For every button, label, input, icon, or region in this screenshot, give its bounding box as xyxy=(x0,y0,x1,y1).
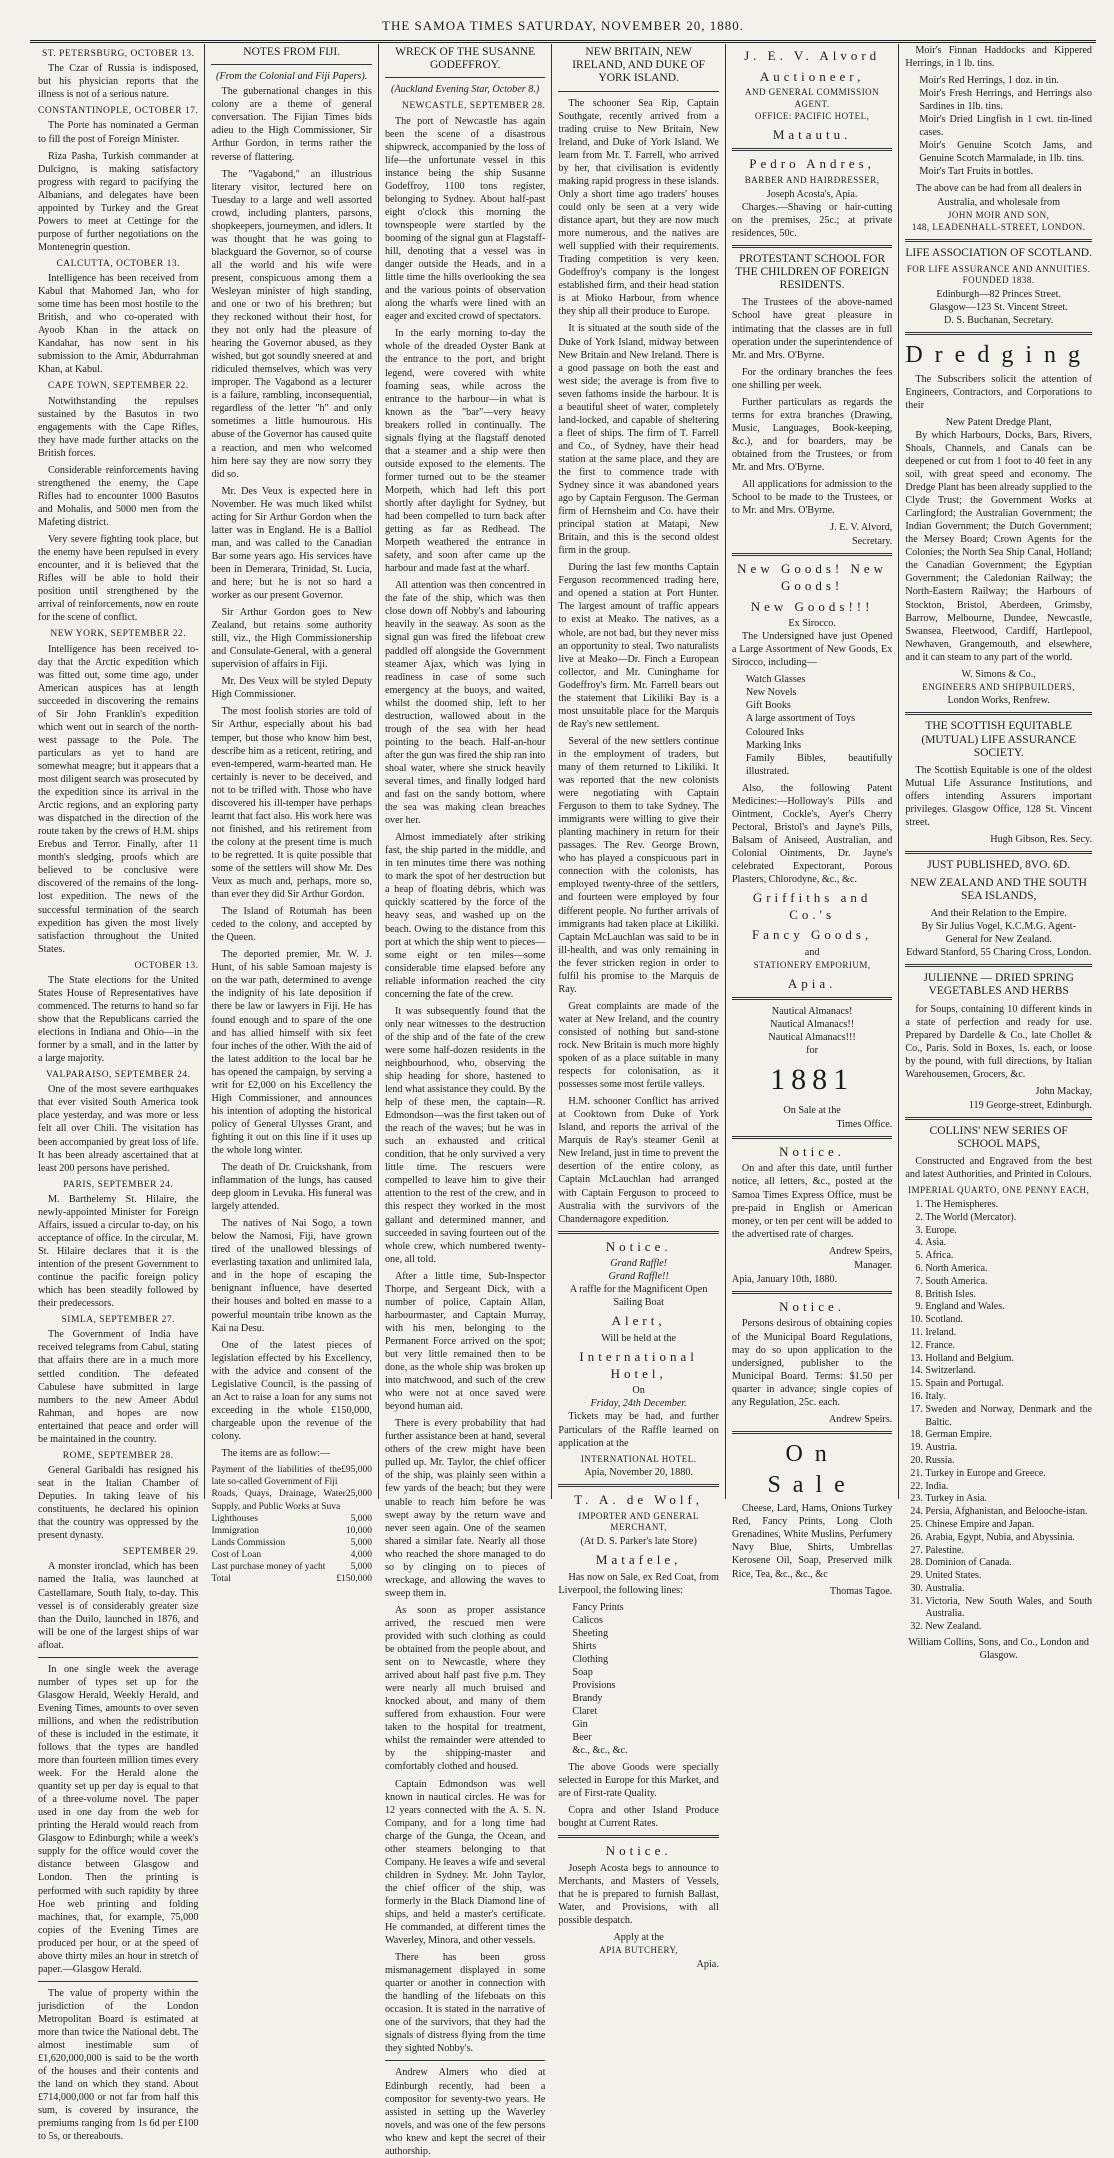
dateline: CALCUTTA, OCTOBER 13. xyxy=(56,258,181,269)
loan-item: Roads, Quays, Drainage, Water Supply, and Public Works at Suva xyxy=(211,1489,346,1512)
matautu: Matautu. xyxy=(772,126,852,142)
column-3-wreck xyxy=(379,44,552,2157)
paragraph: Also, the following Patent Medicines:—Holloway's Pills and Ointment, Cockle's, Ayer's Cherry Pectoral, Bristol's and Jayne's Pills, Balsam of Aniseed, Australian, and Colonial Ointments, Dr. Jayne's celebrated Expectorant, Porous Plasters, Chlorodyne, &c., &c. xyxy=(731,782,893,886)
goods-item: Calicos xyxy=(572,1614,603,1626)
loan-amount: 10,000 xyxy=(345,1525,372,1536)
acosta-apia: Apia. xyxy=(696,1958,719,1970)
paragraph: Several of the new settlers continue in the employment of traders, but many of them returned to Likiliki. It was reported that the new colonists were negotiating with Captain Ferguson to them to take Sydney. The immigrants were willing to give their planting machinery in return for their passages. The Rev. George Brown, who has played a conspicuous part in connection with the colonists, has employed twenty-three of the settlers, and fourteen were employed by four different people. No further arrivals of immigrants had taken place at Likiliki. Captain McLauchlan was said to be in ill-health, and was only remaining in the fever stricken region in order to fulfil his promise to the Marquis de Ray. xyxy=(558,735,719,995)
paragraph: The Trustees of the above-named School have great pleasure in intimating that the classes are in full operation under the superintendence of Mr. and Mrs. O'Byrne. xyxy=(731,297,893,361)
paragraph: Considerable reinforcements having strengthened the enemy, the Cape Rifles had to encounter 1000 Basutos and Mohalis, and 5000 men from the Mafeting district. xyxy=(38,464,199,529)
julienne-signature: John Mackay, xyxy=(1035,1085,1092,1097)
paragraph: All attention was then concentred in the fate of the ship, which was then close down off Nobby's and labouring heavily in the seaway. As soon as the signal gun was fired the lifeboat crew paddled off alongside the Government steamer Ajax, which was lying in readiness in case of some such emergency at the buoys, and waited, whilst the doomed ship, left to her destruction, wallowed about in the trough of the sea with her head pointing to the beach. Half-an-hour after the gun was fired the ship ran into shoal water, where she struck heavily several times, and finally lodged hard and fast on the sandy bottom, where the sea was making clean breaches over her. xyxy=(384,580,546,827)
divider xyxy=(905,712,1092,715)
simons-role: ENGINEERS AND SHIPBUILDERS, xyxy=(922,681,1076,692)
scottish-heading: THE SCOTTISH EQUITABLE (MUTUAL) LIFE ASSURANCE SOCIETY. xyxy=(921,720,1076,759)
paragraph: Joseph Acosta begs to announce to Merchants, and Masters of Vessels, that he is prepared to furnish Ballast, Water, and Provisions, with all possible despatch. xyxy=(558,1863,719,1927)
paragraph: The Undersigned have just Opened a Large Assortment of New Goods, Ex Sirocco, including— xyxy=(731,631,893,669)
loan-amount: 5,000 xyxy=(350,1513,372,1524)
goods-item: Sheeting xyxy=(572,1627,609,1639)
paragraph: for Soups, containing 10 different kinds in a state of perfection and ready for use. Prepared by Dardelle & Co., late Chollet & Co., Paris. Sold in Boxes, 1s. each, or loose by the pound, with full directions, by Italian Warehousemen, Grocers, &c. xyxy=(905,1003,1092,1080)
loan-amount: 4,000 xyxy=(350,1550,372,1561)
divider xyxy=(558,91,718,92)
column-2-notes-from-fiji xyxy=(205,44,378,1585)
raffle-heading: Grand Raffle! xyxy=(610,1258,668,1270)
paragraph: Almost immediately after striking fast, the ship parted in the middle, and in ten minutes time there was nothing to mark the spot of her destruction but a heap of floating débris, which was quickly scattered by the force of the heavy seas, and washed up on the beach. Owing to the distance from this port at which the ship went to pieces—some eight or ten miles—some considerable time elapsed before any reliable information reached the city concerning the fate of the crew. xyxy=(384,832,546,1000)
dewolf-name: T. A. de Wolf, xyxy=(574,1492,704,1508)
goods-item: Provisions xyxy=(572,1679,616,1691)
dateline: PARIS, SEPTEMBER 24. xyxy=(63,1179,174,1190)
apia: Apia. xyxy=(787,975,837,991)
loan-row xyxy=(211,1537,371,1549)
paragraph: In the early morning to-day the whole of the dreaded Oyster Bank at the entrance to the port, and bright legend, were covered with white foaming seas, while across the entrance to the harbour—in what is known as the "bar"—very heavy breakers rolled in continually. The signals flying at the flagstaff denoted that a steamer and a ship were then outside exposed to the elements. The former turned out to be the steamer Morpeth, which had left this port shortly after daylight for Sydney, but had been compelled to turn back after getting as far as Redhead. The Morpeth weathered the entrance in safety, and soon after came up the harbour and made fast at the wharf. xyxy=(384,328,546,575)
map-item: 4. Asia. xyxy=(925,1237,1092,1250)
paragraph: Persons desirous of obtaining copies of the Municipal Board Regulations, may do so upon application to the undersigned, publisher to the Municipal Board. Terms: $1.50 per quarter in advance; single copies of any Regulation, 25c. each. xyxy=(731,1318,893,1408)
julienne-heading: JULIENNE — DRIED SPRING VEGETABLES AND HERBS xyxy=(923,972,1074,998)
scottish-signature: Hugh Gibson, Res. Secy. xyxy=(990,834,1092,846)
nz-sub: And their Relation to the Empire. xyxy=(930,907,1067,919)
raffle-venue-small: INTERNATIONAL HOTEL. xyxy=(580,1453,697,1464)
loan-amount: 25,000 xyxy=(345,1489,372,1500)
loan-total-label: Total xyxy=(211,1574,231,1585)
moir-item: Moir's Dried Lingfish in 1 cwt. tin-lined cases. xyxy=(919,114,1092,139)
paragraph: The port of Newcastle has again been the scene of a disastrous shipwreck, accompanied by the loss of life—the unfortunate vessel in this instance being the ship Susanne Godeffroy, 1100 tons register, belonging to Sydney. About half-past eight o'clock this morning the townspeople were startled by the booming of the signal gun at Flagstaff-hill, denoting that a vessel was in danger outside the Heads, and in a little time the hills overlooking the sea and the various points of observation along the wharfs were lined with an eager and excited crowd of spectators. xyxy=(384,115,546,323)
map-item: 2. The World (Mercator). xyxy=(925,1212,1092,1225)
notice-heading: Notice. xyxy=(779,1143,846,1159)
paragraph: Intelligence has been received to-day that the Arctic expedition which was fitted out, some time ago, under American auspices has at length succeeded in discovering the remains of Sir John Franklin's expedition which went out in search of the north-west passage to the Pole. The particulars as yet to hand are somewhat meagre; but it appears that a most diligent search was prosecuted by the expedition since its arrival in the Arctic regions, and an exploring party was dispatched in the direction of the route taken by the crews of H.M. ships Erebus and Terror. Finally, after 11 month's sledging, proofs which are believed to be conclusive were discovered of the remains of the long-lost expedition. The news of the successful termination of the search expedition has given the most lively satisfaction throughout the United States. xyxy=(38,643,199,955)
nautical-almanacs: Nautical Almanacs! xyxy=(771,1006,853,1018)
loan-row xyxy=(211,1549,371,1561)
map-item: 9. England and Wales. xyxy=(925,1301,1092,1314)
divider xyxy=(385,77,545,78)
column-5-ads xyxy=(726,44,899,1597)
loan-item: Payment of the liabilities of the late so-called Government of Fiji xyxy=(211,1465,342,1488)
nautical-almanacs: Nautical Almanacs!! xyxy=(770,1019,855,1031)
paragraph: M. Barthelemy St. Hilaire, the newly-appointed Minister for Foreign Affairs, issued a circular to-day, on his acceptance of office. In the circular, M. St. Hilaire declares that it is the intention of the present Government to continue the pacific foreign policy which has been steadily followed by their predecessors. xyxy=(38,1193,199,1310)
times-office: Times Office. xyxy=(836,1118,893,1130)
paragraph: Moir's Finnan Haddocks and Kippered Herrings, in 1 lb. tins. xyxy=(905,45,1092,70)
goods-item: Shirts xyxy=(572,1640,597,1652)
map-item: 7. South America. xyxy=(925,1276,1092,1289)
raffle-heading: Grand Raffle!! xyxy=(608,1271,669,1283)
column-1-telegrams xyxy=(32,44,205,2143)
loan-row xyxy=(211,1513,371,1525)
divider xyxy=(905,851,1092,854)
paragraph: Captain Edmondson was well known in nautical circles. He was for 12 years connected with the A. S. N. Company, and for a long time had charge of the Gunga, the Ocean, and other steamers belonging to that Company. He leaves a wife and several children in Sydney. Mr. John Taylor, the chief officer of the ship, was formerly in the Black Diamond line of ships, and held a master's certificate. He commanded, at different times the Waverley, Minora, and other vessels. xyxy=(384,1778,546,1947)
dredge-plant: New Patent Dredge Plant, xyxy=(945,416,1052,428)
paragraph: In one single week the average number of types set up for the Glasgow Herald, Weekly Herald, and Evening Times, amounts to over seven millions, and when the redistribution of these is included in the estimate, it follows that the types are handled more than fourteen million times every week. For the Herald alone the quantity set up per day is equal to that of a three-volume novel. The paper used in one day from the web for printing the Herald would reach from Glasgow to Edinburgh; while a week's supply for the office would cover the distance between Glasgow and London. Then the printing is performed with such rapidity by three Hoe web printing and folding machines, that, for example, 75,000 copies of the Evening Times are produced per hour, or at the speed of above thirty miles an hour in stretch of paper.—Glasgow Herald. xyxy=(38,1663,199,1975)
map-item: 11. Ireland. xyxy=(925,1327,1092,1340)
moir-item: Moir's Red Herrings, 1 doz. in tin. xyxy=(919,75,1059,87)
simons-name: W. Simons & Co., xyxy=(961,668,1036,680)
office-line: OFFICE: PACIFIC HOTEL, xyxy=(754,111,870,122)
for-word: for xyxy=(806,1045,819,1057)
paragraph: One of the latest pieces of legislation effected by his Excellency, with the advice and consent of the Legislative Council, is the passing of an Act to raise a loan for any sums not exceeding in the whole £150,000, chargeable upon the revenue of the colony. xyxy=(211,1339,372,1442)
new-goods-item: Marking Inks xyxy=(745,739,802,751)
map-item: 19. Austria. xyxy=(925,1442,1092,1455)
school-heading: PROTESTANT SCHOOL FOR THE CHILDREN OF FOREIGN RESIDENTS. xyxy=(735,252,889,292)
dateline: CONSTANTINOPLE, OCTOBER 17. xyxy=(38,106,199,117)
dateline: NEW YORK, SEPTEMBER 22. xyxy=(50,629,187,640)
paragraph: Mr. Des Veux will be styled Deputy High Commissioner. xyxy=(211,676,372,701)
divider xyxy=(905,332,1092,335)
moir-item: Moir's Fresh Herrings, and Herrings also Sardines in 1lb. tins. xyxy=(919,88,1092,113)
loan-item: Immigration xyxy=(211,1525,259,1536)
raffle-text: A raffle for the Magnificent Open Sailing Boat xyxy=(569,1284,708,1309)
moir-address: 148, LEADENHALL-STREET, LONDON. xyxy=(911,222,1086,233)
raffle-text: Will be held at the xyxy=(601,1333,677,1345)
goods-item: &c., &c., &c. xyxy=(572,1745,628,1757)
paragraph: A monster ironclad, which has been named the Italia, was launched at Castellamare, South Italy, to-day. This vessel is of considerably greater size than the Duilo, launched in 1876, and will be one of the largest ships of war afloat. xyxy=(38,1561,199,1651)
dateline: SEPTEMBER 29. xyxy=(122,1547,199,1558)
map-item: 31. Victoria, New South Wales, and South Australia. xyxy=(925,1596,1092,1622)
goods-item: Gin xyxy=(572,1719,588,1731)
paragraph: Notwithstanding the repulses sustained by the Basutos in two engagements with the Cape Rifles, they have made further attacks on the British forces. xyxy=(38,395,199,459)
on-sale-signature: Thomas Tagoe. xyxy=(829,1585,893,1597)
paragraph: The Porte has nominated a German to fill the post of Foreign Minister. xyxy=(38,120,199,145)
nz-heading: NEW ZEALAND AND THE SOUTH SEA ISLANDS, xyxy=(910,876,1087,902)
loan-row xyxy=(211,1525,371,1537)
paragraph: It is situated at the south side of the Duke of York Island, midway between New Britain and New Ireland. There is a good passage on both the east and west side; the average is from five to seven fathoms inside the harbour. It is a beautiful sheet of water, completely land-locked, and capable of sheltering a fleet of ships. The firm of T. Farrell and Co., of Sydney, have their head station at the same place, and they are the first to commence trade with Sydney since it was abandoned years ago by Captain Ferguson. The German firm of Hernsheim and Co. have their principal station at Matapi, New Britain, and this is the second oldest firm in the group. xyxy=(558,323,719,557)
dateline: SIMLA, SEPTEMBER 27. xyxy=(61,1315,175,1326)
map-item: 21. Turkey in Europe and Greece. xyxy=(925,1468,1092,1481)
paragraph: Further particulars as regards the terms for extra branches (Drawing, Music, Languages, Book-keeping, &c.), and for boarders, may be obtained from the Trustees, or from Mr. and Mrs. O'Byrne. xyxy=(731,396,893,473)
divider xyxy=(732,148,892,151)
paragraph: Sir Arthur Gordon goes to New Zealand, but retains some authority still, viz., the High Commissionership and Consulate-General, with a general supervision of affairs in Fiji. xyxy=(211,607,372,671)
goods-item: Clothing xyxy=(572,1653,609,1665)
raffle-venue: International Hotel, xyxy=(579,1349,698,1381)
dateline: ST. PETERSBURG, OCTOBER 13. xyxy=(41,49,195,59)
paragraph: Has now on Sale, ex Red Coat, from Liverpool, the following lines: xyxy=(558,1571,719,1596)
map-item: 8. British Isles. xyxy=(925,1289,1092,1302)
paragraph: Riza Pasha, Turkish commander at Dulcigno, is making satisfactory progress with regard to pacifying the Albanians, and delegates have been appointed by Turkey and the Great Powers to meet at Cettinge for the purpose of further negotiations on the Montenegrin question. xyxy=(38,150,199,253)
and-word: and xyxy=(804,946,820,958)
paragraph: Charges.—Shaving or hair-cutting on the premises, 25c.; at private residences, 50c. xyxy=(731,201,893,239)
loan-item: Lighthouses xyxy=(211,1513,258,1524)
paragraph: Great complaints are made of the water at New Ireland, and the country consisted of nothing but sand-stone rock. New Britain is much more highly spoken of as a place suitable in many respects for colonisation, as it possesses some most fertile valleys. xyxy=(558,1000,719,1091)
divider xyxy=(558,1484,718,1487)
map-item: 27. Palestine. xyxy=(925,1545,1092,1558)
loan-amount: 5,000 xyxy=(350,1562,372,1573)
paragraph: On and after this date, until further notice, all letters, &c., posted at the Samoa Times Express Office, must be pre-paid in English or American money, or ten per cent will be added to the advertised rate of charges. xyxy=(731,1163,893,1240)
paragraph: After a little time, Sub-Inspector Thorpe, and Sergeant Dick, with a number of police, Captain Allan, harbourmaster, and Captain Murray, with his men, belonging to the Permanent Force arrived on the spot; but very little remained then to be done, as the whole ship was broken up into matchwood, and such of the crew who were not at once saved were beyond human aid. xyxy=(384,1270,546,1413)
new-goods-item: Family Bibles, beautifully illustrated. xyxy=(745,752,893,777)
life-signature: D. S. Buchanan, Secretary. xyxy=(943,314,1054,326)
dewolf-late: (At D. S. Parker's late Store) xyxy=(580,1535,697,1547)
dateline: NEWCASTLE, SEPTEMBER 28. xyxy=(401,101,546,112)
goods-item: Fancy Prints xyxy=(572,1601,624,1613)
divider xyxy=(558,1231,718,1234)
moir-item: Moir's Genuine Scotch Jams, and Genuine Scotch Marmalade, in 1lb. tins. xyxy=(919,140,1092,165)
paragraph: Cheese, Lard, Hams, Onions Turkey Red, Fancy Prints, Long Cloth Grenadines, White Muslins, Perfumery Navy Blue, Shirts, Umbrellas Kerosene Oil, Soap, Preserved milk Rice, Tea, &c., &c., &c xyxy=(731,1503,893,1580)
paragraph: The Czar of Russia is indisposed, but his physician reports that the illness is not of a serious nature. xyxy=(38,63,199,101)
map-item: 18. German Empire. xyxy=(925,1429,1092,1442)
nz-author: By Sir Julius Vogel, K.C.M.G. Agent-General for New Zealand. xyxy=(921,920,1077,946)
columns xyxy=(32,44,1098,2157)
new-goods-item: A large assortment of Toys xyxy=(745,713,856,725)
paragraph: The Government of India have received telegrams from Cabul, stating that affairs there are in a much more settled condition. The defeated Cabulese have submitted in large numbers to the new Ameer Abdul Rahman, and hopes are now entertained that peace and order will be maintained in the country. xyxy=(38,1329,199,1445)
pedro-name: Pedro Andres, xyxy=(749,156,875,172)
notice-date: Apia, January 10th, 1880. xyxy=(731,1273,838,1285)
map-item: 22. India. xyxy=(925,1481,1092,1494)
divider xyxy=(558,1835,718,1838)
goods-item: Claret xyxy=(572,1705,598,1717)
article-title: NOTES FROM FIJI. xyxy=(243,46,341,58)
column-6-ads xyxy=(899,44,1098,1662)
map-item: 25. Chinese Empire and Japan. xyxy=(925,1519,1092,1532)
sirocco: Ex Sirocco. xyxy=(788,618,836,630)
agent-title: AND GENERAL COMMISSION AGENT. xyxy=(745,87,880,109)
acosta-place: APIA BUTCHERY, xyxy=(599,1945,679,1956)
paragraph: General Garibaldi has resigned his seat in the Italian Chamber of Deputies. In taking leave of his constituents, he declared his opinion that the country was oppressed by the present dynasty. xyxy=(38,1464,199,1542)
map-item: 26. Arabia, Egypt, Nubia, and Abyssinia. xyxy=(925,1532,1092,1545)
loan-item: Lands Commission xyxy=(211,1537,286,1548)
column-4-new-britain xyxy=(552,44,725,1970)
moir-name: JOHN MOIR AND SON, xyxy=(947,209,1050,220)
paragraph: The State elections for the United States House of Representatives have commenced. The returns to hand so far show that the Republicans carried the elections in Indiana and Ohio—in the former by a small, and in the latter by a large majority. xyxy=(38,974,199,1065)
new-goods-heading: New Goods!!! xyxy=(750,598,874,614)
paragraph: The gubernational changes in this colony are a theme of general conversation. The Fijian Times bids adieu to the High Commissioner, Sir Arthur Gordon, in terms rather the reverse of flattering. xyxy=(211,86,372,163)
barber-title: BARBER AND HAIRDRESSER, xyxy=(744,175,880,186)
collins-heading: COLLINS' NEW SERIES OF SCHOOL MAPS, xyxy=(929,1124,1068,1151)
notice-heading: Notice. xyxy=(605,1238,672,1254)
paragraph: The Island of Rotumah has been ceded to the colony, and accepted by the Queen. xyxy=(211,906,372,944)
paragraph: Very severe fighting took place, but the enemy have been repulsed in every encounter, and it is believed that the Rifles will be able to hold their position until strengthened by the arrival of reinforcements, now en route for the scene of conflict. xyxy=(38,534,199,624)
on-sale-heading: On Sale xyxy=(767,1440,857,1498)
on-sale-at: On Sale at the xyxy=(783,1104,841,1116)
map-item: 10. Scotland. xyxy=(925,1314,1092,1327)
dateline: ROME, SEPTEMBER 28. xyxy=(62,1450,174,1461)
paragraph: The Subscribers solicit the attention of Engineers, Contractors, and Corporations to their xyxy=(905,373,1092,411)
goods-item: Beer xyxy=(572,1732,592,1744)
stationery: STATIONERY EMPORIUM, xyxy=(753,959,871,970)
boat-name: Alert, xyxy=(611,1313,666,1329)
paragraph: For the ordinary branches the fees one shilling per week. xyxy=(731,366,893,391)
divider xyxy=(211,64,371,65)
divider xyxy=(905,239,1092,242)
divider xyxy=(732,1431,892,1434)
paragraph: One of the most severe earthquakes that ever visited South America took place yesterday, and was more or less felt all over Chili. The visitation has been accompanied by great loss of life. It has been already ascertained that at least 200 persons have perished. xyxy=(38,1084,199,1174)
loan-row xyxy=(211,1488,371,1512)
notice-signature: Andrew Speirs, xyxy=(828,1245,893,1257)
map-item: 15. Spain and Portugal. xyxy=(925,1378,1092,1391)
paragraph: All applications for admission to the School to be made to the Trustees, or to Mr. and Mrs. O'Byrne. xyxy=(731,479,893,517)
divider xyxy=(385,2060,545,2061)
paragraph: The "Vagabond," an illustrious literary visitor, lectured here on Tuesday to a large and well assorted crowd, including planters, parsons, shopkeepers, journeymen, and idlers. It was thought that he was going to blackguard the Governor, so of course all the world and his wife were present, conspicuous among them a Wesleyan minister of high standing, and one or two of his brethren; but they reckoned without their host, for they not only had the pleasure of hearing the Governor abused, as they wished, but got soundly sneered at and ridiculed themselves, which was very improper. The Vagabond as a lecturer is a failure, rambling, inconsequential, regardless of the letter "h" and only sometimes a little humourous. His abuse of the Governor has caused quite a reaction, and men who welcomed him here say they are now sorry they did so. xyxy=(211,168,372,480)
paragraph: Mr. Des Veux is expected here in November. He was much liked whilst acting for Sir Arthur Gordon when the latter was in England. He is a Balliol man, and was called to the Canadian Bar some years ago. His services have been in Demerara, Trinidad, St. Lucia, and here; but he is not so hard a worker as our present Governor. xyxy=(211,485,372,602)
article-title: WRECK OF THE SUSANNE GODEFFROY. xyxy=(395,46,536,72)
paragraph: Tickets may be had, and further Particulars of the Raffle learned on application at the xyxy=(558,1411,719,1449)
dateline: VALPARAISO, SEPTEMBER 24. xyxy=(45,1070,191,1081)
alvord-name: J. E. V. Alvord xyxy=(744,48,881,63)
school-signature: J. E. V. Alvord, xyxy=(830,522,893,534)
life-heading: LIFE ASSOCIATION OF SCOTLAND. xyxy=(905,246,1092,259)
new-goods-list xyxy=(746,673,892,777)
paragraph: By which Harbours, Docks, Bars, Rivers, Shoals, Channels, and Canals can be deepened or cut from 1 foot to 40 feet in any soil, with great speed and economy. The Dredge Plant has been already supplied to the Clyde Trust; the Government Works at Carlingford; the Australian Government; the Indian Government; the Dutch Government; the Mersey Board; Crown Agents for the Colonies; the North Sea Ship Canal, Holland; the Canadian Government; the Egyptian Government; the Caledonian Railway; the North-Eastern Railway; the Harbours of Stockton, Bristol, Aberdeen, Grimsby, Barrow, Melbourne, Dundee, Newcastle, Swansea, Fleetwood, Cardiff, Hartlepool, Newhaven, Grangemouth, and elsewhere, and it can steam to any part of the world. xyxy=(905,429,1092,663)
loan-total-row xyxy=(211,1573,371,1585)
map-item: 28. Dominion of Canada. xyxy=(925,1557,1092,1570)
paragraph: There has been gross mismanagement displayed in some quarter or another in connection with the handling of the lifeboats on this occasion. It is stated in the narrative of one of the survivors, that they had the signals of distress flying from the time they sighted Nobby's. xyxy=(384,1952,546,2055)
map-item: 17. Sweden and Norway, Denmark and the Baltic. xyxy=(925,1404,1092,1430)
loan-row xyxy=(211,1464,371,1488)
collins-signature: William Collins, Sons, and Co., London and Glasgow. xyxy=(908,1637,1090,1662)
school-signature-title: Secretary. xyxy=(851,536,893,548)
map-item: 32. New Zealand. xyxy=(925,1621,1092,1634)
paragraph: The above Goods were specially selected in Europe for this Market, and are of First-rate Quality. xyxy=(558,1762,719,1800)
notice-signature: Andrew Speirs. xyxy=(828,1413,893,1425)
paragraph: The deported premier, Mr. W. J. Hunt, of his sable Samoan majesty is on the war path, determined to avenge the indignity of his late deposition if there be law or lawyers in Fiji. He has found enough and to spare of the one and has allied himself with six feet four inches of the other. With the aid of the latest addition to the local bar he has opened the campaign, by serving a writ for £2,000 on his Excellency the High Commissioner, and announces his intention of adopting the historical policy of General Ulysses Grant, and fighting it out on this line if it uses up the whole long winter. xyxy=(211,949,372,1156)
simons-address: London Works, Renfrew. xyxy=(947,695,1050,707)
raffle-date: Friday, 24th December. xyxy=(590,1398,687,1410)
paragraph: The Scottish Equitable is one of the oldest Mutual Life Assurance Institutions, and offers intending Assurers important privileges. Glasgow Office, 128 St. Vincent street. xyxy=(905,765,1092,829)
loan-item: Last purchase money of yacht xyxy=(211,1562,326,1573)
paragraph: The schooner Sea Rip, Captain Southgate, recently arrived from a trading cruise to New Britain, New Ireland, and Duke of York Island. We learn from Mr. T. Farrell, who arrived by her, that civilisation is evidently making rapid progress in these islands. Only a short time ago traders' houses could only be seen at a very wide distance apart, but they are now much more numerous, and the natives are well supplied with their requirements. Trading competition is very keen. Godeffroy's company is the longest established firm, and their head station is at Mioko Harbour, from whence they ship all their produce to Europe. xyxy=(558,97,719,318)
notice-heading: Notice. xyxy=(779,1298,846,1314)
paragraph: Copra and other Island Produce bought at Current Rates. xyxy=(558,1805,719,1830)
auctioneer-title: Auctioneer, xyxy=(759,68,865,84)
dredging-heading: Dredging xyxy=(905,341,1092,368)
divider xyxy=(905,964,1092,967)
moir-item: Moir's Tart Fruits in bottles. xyxy=(919,166,1034,178)
paragraph: During the last few months Captain Ferguson recommenced trading here, and opened a station at Port Hunter. The largest amount of traffic appears to exist at Meako. The natives, as a whole, are not bad, but they never miss an opportunity to steal. Two naturalists live at Meako—Dr. Finch a European collector, and Mr. Cuninghame for Godeffroy's firm. Mr. Farrell bears out the statement that Likiliki Bay is a most unsuitable place for the Marquis de Ray's new settlement. xyxy=(558,562,719,730)
new-goods-item: Coloured Inks xyxy=(745,726,804,738)
goods-item: Brandy xyxy=(572,1692,603,1704)
divider xyxy=(38,1657,198,1658)
loan-total: £150,000 xyxy=(336,1574,372,1585)
paragraph: Intelligence has been received from Kabul that Mahomed Jan, who for some time has been most hostile to the British, and who co-operated with Ayoob Khan in the attack on Kandahar, has now sent in his submission to the Amir, Abdurrahman Khan, at Kabul. xyxy=(38,273,199,376)
year-1881: 1881 xyxy=(770,1063,855,1097)
notice-signature-title: Manager. xyxy=(854,1259,893,1271)
map-item: 20. Russia. xyxy=(925,1455,1092,1468)
raffle-text: On xyxy=(632,1385,645,1397)
paragraph: The natives of Nai Sogo, a town below the Namosi, Fiji, have grown tired of the unallowed blessings of everlasting taxation and unlimited lala, and in the hope of escaping the benignant influence, have deserted their houses and bolted en masse to a powerful mountain tribe known as the Kai na Desu. xyxy=(211,1218,372,1334)
new-goods-item: New Novels xyxy=(745,687,797,699)
map-item: 1. The Hemispheres. xyxy=(925,1199,1092,1212)
loan-item: Cost of Loan xyxy=(211,1550,262,1561)
map-item: 24. Persia, Afghanistan, and Belooche-istan. xyxy=(925,1506,1092,1519)
raffle-date-line: Apia, November 20, 1880. xyxy=(584,1467,693,1479)
divider xyxy=(732,553,892,556)
map-item: 14. Switzerland. xyxy=(925,1365,1092,1378)
map-item: 12. France. xyxy=(925,1340,1092,1353)
divider xyxy=(905,1117,1092,1120)
map-item: 30. Australia. xyxy=(925,1583,1092,1596)
divider xyxy=(732,997,892,1000)
dewolf-place: Matafele, xyxy=(595,1551,682,1567)
new-goods-item: Gift Books xyxy=(745,700,791,712)
loan-amount: £95,000 xyxy=(341,1465,372,1476)
divider xyxy=(732,1136,892,1139)
paragraph: Andrew Almers who died at Edinburgh recently, had been a compositor for seventy-two years. He assisted in setting up the Waverley novels, and was one of the few persons who knew and kept the secret of their authorship. xyxy=(384,2067,546,2157)
fancy-goods: Fancy Goods, xyxy=(752,927,873,943)
article-subtitle: (From the Colonial and Fiji Papers). xyxy=(216,71,368,83)
paragraph: As soon as proper assistance arrived, the rescued men were provided with such clothing as could be obtained from the people about, and sent on to Newcastle, where they arrived about half past five p.m. They were nearly all much bruised and knocked about, and many of them suffered from exhaustion. Four were taken to the hospital for treatment, whilst the remainder were attended to by the shipping-master and comfortably clothed and housed. xyxy=(384,1604,546,1773)
new-goods-heading: New Goods! New Goods! xyxy=(737,561,888,593)
dateline: OCTOBER 13. xyxy=(134,960,199,971)
masthead: THE SAMOA TIMES SATURDAY, NOVEMBER 20, 1880. xyxy=(30,18,1096,43)
life-sub: FOR LIFE ASSURANCE AND ANNUITIES. FOUNDED 1838. xyxy=(906,263,1091,286)
map-item: 16. Italy. xyxy=(925,1391,1092,1404)
map-item: 6. North America. xyxy=(925,1263,1092,1276)
loan-amount: 5,000 xyxy=(350,1537,372,1548)
notice-heading: Notice. xyxy=(605,1843,672,1859)
just-published: JUST PUBLISHED, 8VO. 6D. xyxy=(927,859,1071,872)
dewolf-role: IMPORTER AND GENERAL MERCHANT, xyxy=(578,1510,699,1533)
article-title: NEW BRITAIN, NEW IRELAND, AND DUKE OF YORK ISLAND. xyxy=(572,46,706,85)
paragraph: There is every probability that had further assistance been at hand, several others of the crew might have been pulled up. Mr. Taylor, the chief officer of the ship, was plainly seen within a few yards of the beach; but they were unable to reach him before he was swept away by the return wave and never seen again. One of the seamen shared a similar fate. Nearly all those who reached the shore managed to do so by clinging on to pieces of wreckage, and allowing the waves to sweep them in. xyxy=(384,1418,546,1599)
julienne-address: 119 George-street, Edinburgh. xyxy=(968,1099,1092,1111)
divider xyxy=(732,245,892,248)
goods-item: Soap xyxy=(572,1666,593,1678)
life-address: Glasgow—123 St. Vincent Street. xyxy=(929,301,1068,313)
paragraph: The death of Dr. Cruickshank, from inflammation of the lungs, has caused deep gloom in Levuka. His funeral was largely attended. xyxy=(211,1162,372,1213)
map-item: 3. Europe. xyxy=(925,1225,1092,1238)
new-goods-item: Watch Glasses xyxy=(745,674,806,686)
paragraph: The value of property within the jurisdiction of the London Metropolitan Board is estimated at more than twice the National debt. The almost inestimable sum of £1,620,000,000 is said to be the worth of the houses and their contents and the land on which they stand. About £714,000,000 or not far from half this sum, is covered by insurance, the premiums ranging from 1s 6d per £100 to 5s, or thereabouts. xyxy=(38,1987,199,2143)
paragraph: The most foolish stories are told of Sir Arthur, especially about his bad temper, but those who know him best, describe him as a reticent, retiring, and even-tempered, warm-hearted man. He certainly is never to be deceived, and not to be trifled with. Those who have discovered his ill-temper have perhaps learnt that fact also. His work here was not finished, and his retirement from the colony at the present time is much to be regretted. It is quite possible that some of the settlers will show Mr. Des Veux as much and, perhaps, more so, than ever they did Sir Arthur Gordon. xyxy=(211,706,372,901)
divider xyxy=(732,1291,892,1294)
barber-address: Joseph Acosta's, Apia. xyxy=(766,188,858,200)
moir-availability: The above can be had from all dealers in Australia, and wholesale from xyxy=(915,183,1082,208)
moir-list xyxy=(919,74,1092,178)
paragraph: H.M. schooner Conflict has arrived at Cooktown from Duke of York Island, and reports the arrival of the Marquis de Ray's steamer Genil at New Ireland, just in time to prevent the desertion of the entire colony, as Captain McLauchlan had arranged with Captain Ferguson to proceed to Australia with the survivors of the Chandernagore expedition. xyxy=(558,1096,719,1225)
maps-list xyxy=(905,1199,1092,1634)
map-item: 29. United States. xyxy=(925,1570,1092,1583)
loan-row xyxy=(211,1561,371,1573)
divider xyxy=(38,1981,198,1982)
nz-publisher: Edward Stanford, 55 Charing Cross, London. xyxy=(906,947,1092,959)
acosta-apply: Apply at the xyxy=(613,1932,664,1944)
map-item: 5. Africa. xyxy=(925,1250,1092,1263)
goods-list xyxy=(572,1601,718,1758)
nautical-almanacs: Nautical Almanacs!!! xyxy=(768,1032,856,1044)
article-source: (Auckland Evening Star, October 8.) xyxy=(391,84,540,96)
paragraph: The items are as follow:— xyxy=(221,1448,331,1459)
dateline: CAPE TOWN, SEPTEMBER 22. xyxy=(47,381,189,392)
life-address: Edinburgh—82 Princes Street. xyxy=(936,288,1061,300)
griffiths-name: Griffiths and Co.'s xyxy=(752,890,872,922)
map-item: 23. Turkey in Asia. xyxy=(925,1493,1092,1506)
collins-sub: IMPERIAL QUARTO, ONE PENNY EACH, xyxy=(908,1185,1090,1196)
map-item: 13. Holland and Belgium. xyxy=(925,1353,1092,1366)
paragraph: It was subsequently found that the only near witnesses to the destruction of the ship and of the fate of the crew were some half-dozen residents in the neighbourhood, who, observing the ship heading for shore, hastened to lend what assistance they could. By the help of these men, the captain—R. Edmondson—was the first taken out of the reach of the waves; but he was in such an exhausted and critical condition, that he only survived a very little time. The rescuers were compelled to leave him to give their attention to the rest of the crew, and in this respect they worked in the most gallant and determined manner, and succeeded in saving fourteen out of the whole crew, which numbered twenty-one, all told. xyxy=(384,1005,546,1265)
paragraph: Constructed and Engraved from the best and latest Authorities, and Printed in Colours. xyxy=(905,1156,1092,1181)
